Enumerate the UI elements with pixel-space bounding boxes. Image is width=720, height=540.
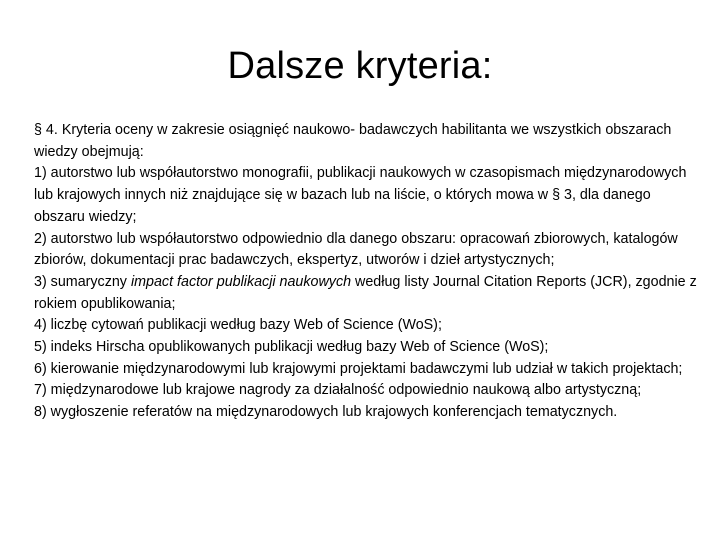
slide-title: Dalsze kryteria: [227,45,493,87]
criteria-item-3-suffix: według listy Journal Citation Reports (JCR), zgodnie z rokiem opublikowania; [34,273,697,312]
criteria-item-8: 8) wygłoszenie referatów na międzynarodowych lub krajowych konferencjach tematycznych. [34,404,618,421]
slide-body [34,120,704,424]
criteria-intro: § 4. Kryteria oceny w zakresie osiągnięć naukowo- badawczych habilitanta we wszystkich obszarach wiedzy obejmują: [34,122,672,160]
criteria-item-3-italic: impact factor publikacji naukowych [130,273,352,290]
criteria-item-7: 7) międzynarodowe lub krajowe nagrody za działalność odpowiednio naukową albo artystyczną; [34,382,642,399]
criteria-item-4: 4) liczbę cytowań publikacji według bazy Web of Science (WoS); [34,317,442,334]
criteria-item-3 [34,272,704,315]
criteria-item-3-prefix: 3) sumaryczny [34,273,131,290]
criteria-item-1: 1) autorstwo lub współautorstwo monografii, publikacji naukowych w czasopismach międzynarodowych lub krajowych innych niż znajdujące się w bazach lub na liście, o których mowa w § 3, dla danego obszaru wiedzy; [34,165,687,225]
criteria-item-5: 5) indeks Hirscha opublikowanych publikacji według bazy Web of Science (WoS); [34,339,549,356]
criteria-item-2: 2) autorstwo lub współautorstwo odpowiednio dla danego obszaru: opracowań zbiorowych, katalogów zbiorów, dokumentacji prac badawczych, ekspertyz, utworów i dzieł artystycznych; [34,230,678,269]
criteria-item-6: 6) kierowanie międzynarodowymi lub krajowymi projektami badawczymi lub udział w takich projektach; [34,360,683,377]
